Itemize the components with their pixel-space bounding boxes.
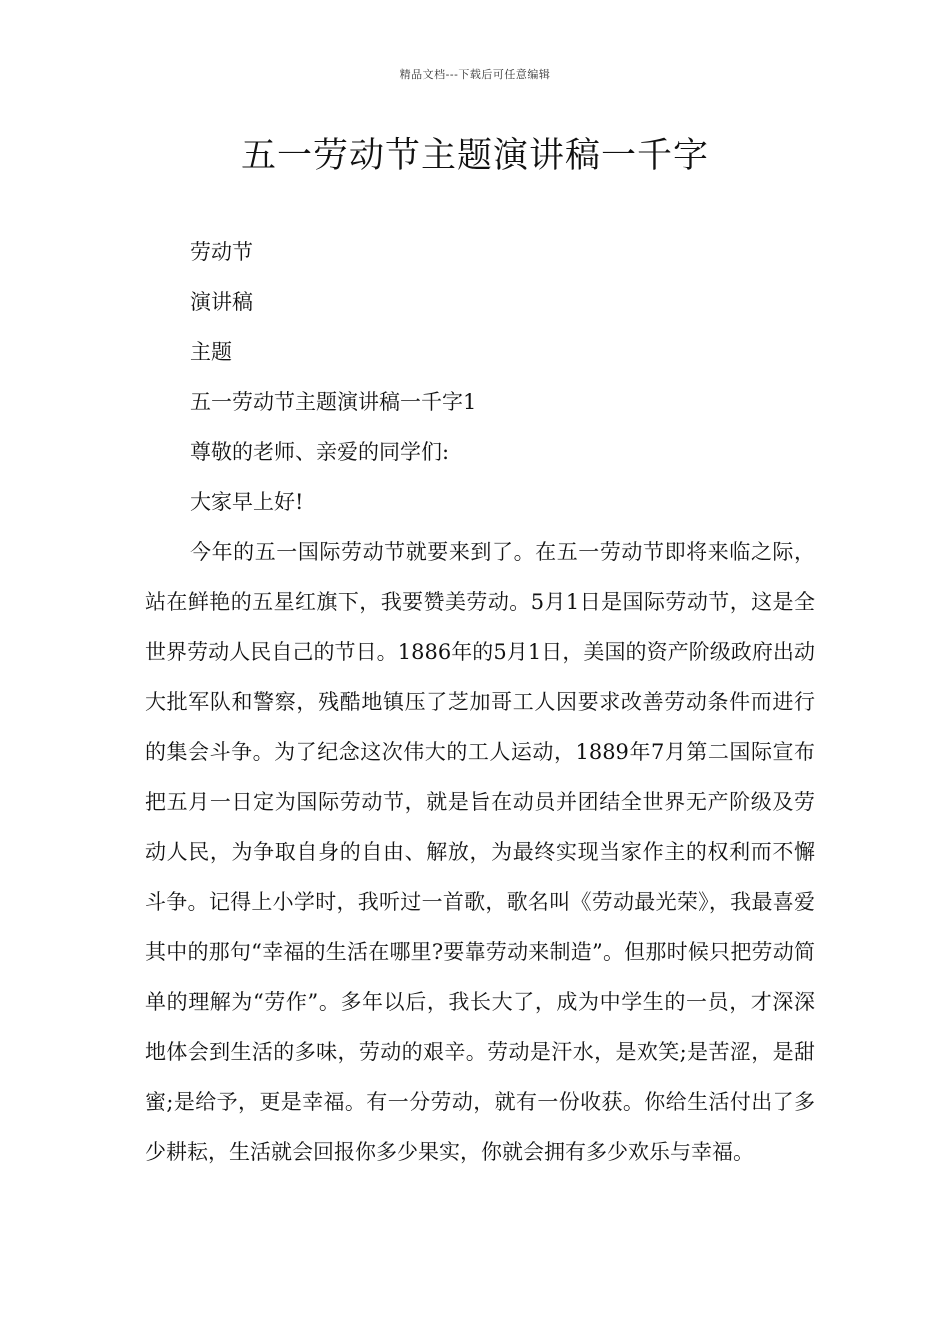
paragraph: 主题	[190, 340, 232, 364]
paragraph: 大家早上好!	[190, 490, 304, 514]
paragraph: 五一劳动节主题演讲稿一千字1	[190, 390, 477, 414]
paragraph: 演讲稿	[190, 290, 253, 314]
header-note: 精品文档---下载后可任意编辑	[399, 68, 551, 81]
document-body	[145, 227, 815, 1177]
paragraph: 尊敬的老师、亲爱的同学们:	[190, 440, 450, 464]
document-title: 五一劳动节主题演讲稿一千字	[240, 136, 709, 176]
paragraph: 劳动节	[190, 240, 253, 264]
paragraph: 今年的五一国际劳动节就要来到了。在五一劳动节即将来临之际，站在鲜艳的五星红旗下，我要赞美劳动。5月1日是国际劳动节，这是全世界劳动人民自己的节日。1886年的5月1日，美国的资产阶级政府出动大批军队和警察，残酷地镇压了芝加哥工人因要求改善劳动条件而进行的集会斗争。为了纪念这次伟大的工人运动，1889年7月第二国际宣布把五月一日定为国际劳动节，就是旨在动员并团结全世界无产阶级及劳动人民，为争取自身的自由、解放，为最终实现当家作主的权利而不懈斗争。记得上小学时，我听过一首歌，歌名叫《劳动最光荣》，我最喜爱其中的那句“幸福的生活在哪里?要靠劳动来制造”。但那时候只把劳动简单的理解为“劳作”。多年以后，我长大了，成为中学生的一员，才深深地体会到生活的多味，劳动的艰辛。劳动是汗水，是欢笑;是苦涩，是甜蜜;是给予，更是幸福。有一分劳动，就有一份收获。你给生活付出了多少耕耘，生活就会回报你多少果实，你就会拥有多少欢乐与幸福。	[145, 540, 815, 1164]
